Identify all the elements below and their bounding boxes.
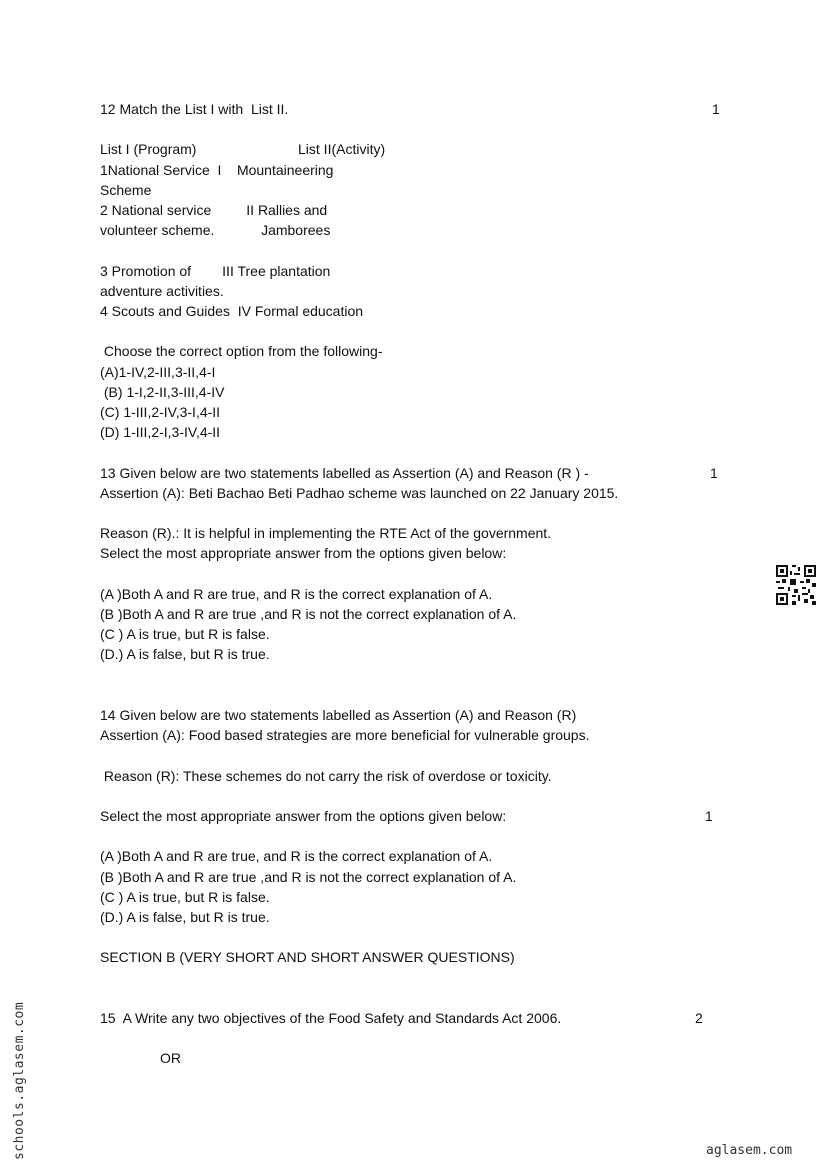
q13-marks: 1 [710,465,718,481]
q12-option: (D) 1-III,2-I,3-IV,4-II [100,424,221,440]
q15-marks: 2 [695,1010,703,1026]
qr-code-icon [776,565,816,605]
q13-option: (D.) A is false, but R is true. [100,646,270,662]
q12-row: 4 Scouts and Guides IV Formal education [100,303,364,319]
q12-row: volunteer scheme. Jamborees [100,222,331,238]
q12-row: 3 Promotion of III Tree plantation [100,263,331,279]
q12-title: 12 Match the List I with List II. [100,101,289,117]
q12-option: (A)1-IV,2-III,3-II,4-I [100,364,216,380]
q14-option: (A )Both A and R are true, and R is the correct explanation of A. [100,848,493,864]
q13-option: (C ) A is true, but R is false. [100,626,270,642]
q13-option: (A )Both A and R are true, and R is the correct explanation of A. [100,586,493,602]
q14-title: 14 Given below are two statements labelled as Assertion (A) and Reason (R) [100,707,577,723]
q12-row: 2 National service II Rallies and [100,202,328,218]
q13-reason: Reason (R).: It is helpful in implementing the RTE Act of the government. [100,525,552,541]
q12-list2-header: List II(Activity) [298,141,386,157]
q15-or: OR [160,1050,181,1066]
q15-title: 15 A Write any two objectives of the Food Safety and Standards Act 2006. [100,1010,562,1026]
q12-row: Scheme [100,182,152,198]
q14-marks: 1 [705,808,713,824]
footer-watermark: aglasem.com [706,1143,793,1158]
q13-instruction: Select the most appropriate answer from the options given below: [100,545,507,561]
side-watermark: schools.aglasem.com [12,1001,27,1160]
section-b-heading: SECTION B (VERY SHORT AND SHORT ANSWER QUESTIONS) [100,949,515,965]
q12-option: (B) 1-I,2-II,3-III,4-IV [100,384,225,400]
q12-marks: 1 [712,101,720,117]
q14-option: (D.) A is false, but R is true. [100,909,270,925]
q13-option: (B )Both A and R are true ,and R is not the correct explanation of A. [100,606,517,622]
q12-row: 1National Service I Mountaineering [100,162,334,178]
q13-title: 13 Given below are two statements labelled as Assertion (A) and Reason (R ) - [100,465,589,481]
q13-assertion: Assertion (A): Beti Bachao Beti Padhao scheme was launched on 22 January 2015. [100,485,619,501]
q14-assertion: Assertion (A): Food based strategies are more beneficial for vulnerable groups. [100,727,590,743]
q14-instruction: Select the most appropriate answer from the options given below: [100,808,507,824]
q12-option: (C) 1-III,2-IV,3-I,4-II [100,404,221,420]
q12-row: adventure activities. [100,283,224,299]
q14-reason: Reason (R): These schemes do not carry the risk of overdose or toxicity. [100,768,552,784]
q14-option: (C ) A is true, but R is false. [100,889,270,905]
q12-instruction: Choose the correct option from the following- [100,343,383,359]
q12-list1-header: List I (Program) [100,141,197,157]
q14-option: (B )Both A and R are true ,and R is not the correct explanation of A. [100,869,517,885]
